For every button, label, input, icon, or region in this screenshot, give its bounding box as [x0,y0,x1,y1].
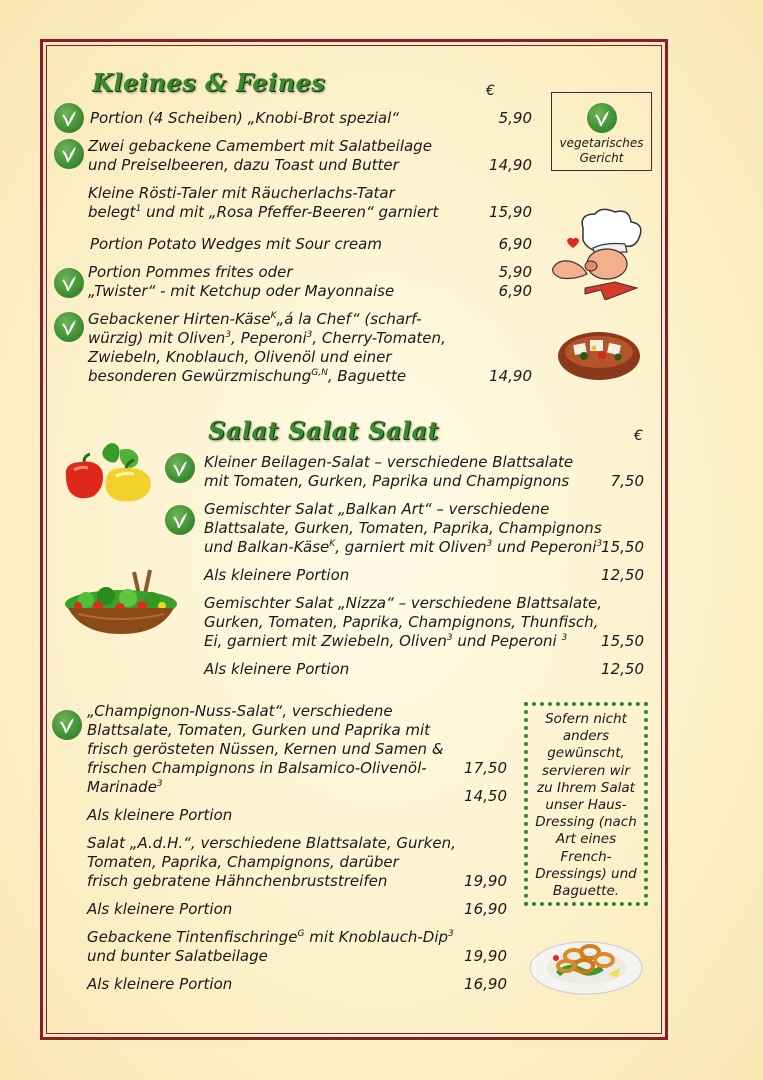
menu-item-description: Portion Pommes frites oder [88,263,293,281]
menu-item-description: „Champignon-Nuss-Salat“, verschiedene [87,702,393,720]
leaf-icon [54,268,84,298]
menu-item-price: 16,90 [464,975,507,993]
menu-item-price: 12,50 [601,566,644,584]
salad-bowl-image [62,568,180,638]
menu-item-price: 5,90 [498,109,532,127]
leaf-icon [165,453,195,483]
tapas-dish-image [556,328,642,386]
currency-label: € [486,83,495,99]
menu-item-description: Gebackener Hirten-Käse$^K$„á la Chef“ (scharf- [88,310,422,328]
peppers-image [62,440,158,506]
leaf-icon [165,505,195,535]
leaf-icon [54,312,84,342]
menu-item-price: 12,50 [601,660,644,678]
menu-item-description: und bunter Salatbeilage [87,947,268,965]
menu-item-description: „Twister“ - mit Ketchup oder Mayonnaise [88,282,395,300]
menu-item-description: Tomaten, Paprika, Champignons, darüber [87,853,399,871]
vegetarian-legend-label: vegetarisches Gericht [559,136,644,165]
menu-item-description: und Balkan-Käse$^K$, garniert mit Oliven$^3$ und Peperoni$^3$ [204,538,603,556]
menu-item-description: Gurken, Tomaten, Paprika, Champignons, Thunfisch, [204,613,599,631]
menu-item-description: und Preiselbeeren, dazu Toast und Butter [88,156,399,174]
menu-item-description: Portion (4 Scheiben) „Knobi-Brot spezial“ [90,109,400,127]
menu-item-description: Als kleinere Portion [87,900,233,918]
menu-item-price: 15,90 [489,203,532,221]
menu-item-description: Zwei gebackene Camembert mit Salatbeilage [88,137,432,155]
menu-item-description: Zwiebeln, Knoblauch, Olivenöl und einer [88,348,392,366]
dressing-note: Sofern nicht anders gewünscht, servieren wir zu Ihrem Salat unser Haus- Dressing (nach Art eines French- Dressings) und Baguette. [524,702,648,906]
menu-item-description: Gemischter Salat „Nizza“ – verschiedene Blattsalate, [204,594,603,612]
section-title-salat: Salat Salat Salat [208,416,440,445]
chef-illustration [545,208,657,300]
leaf-icon [54,139,84,169]
menu-item-description: frischen Champignons in Balsamico-Olivenöl- [87,759,427,777]
menu-item-price: 16,90 [464,900,507,918]
menu-item-price: 14,90 [489,156,532,174]
menu-item-description: Blattsalate, Gurken, Tomaten, Paprika, Champignons [204,519,602,537]
menu-item-description: Portion Potato Wedges mit Sour cream [90,235,382,253]
menu-item-description: Als kleinere Portion [87,806,233,824]
leaf-icon [52,710,82,740]
menu-item-description: Salat „A.d.H.“, verschiedene Blattsalate, Gurken, [87,834,456,852]
menu-item-description: Gemischter Salat „Balkan Art“ – verschiedene [204,500,550,518]
calamari-plate-image [528,934,644,996]
menu-item-description: frisch gerösteten Nüssen, Kernen und Samen & [87,740,444,758]
menu-item-description: würzig) mit Oliven$^3$, Peperoni$^3$, Cherry-Tomaten, [88,329,446,347]
menu-item-price: 19,90 [464,947,507,965]
menu-item-price: 15,50 [601,538,644,556]
currency-label: € [634,428,643,444]
leaf-icon [54,103,84,133]
menu-item-price: 19,90 [464,872,507,890]
menu-item-price: 15,50 [601,632,644,650]
leaf-icon [587,103,617,133]
menu-item-price: 17,50 [464,759,507,777]
menu-item-description: Kleiner Beilagen-Salat – verschiedene Blattsalate [204,453,574,471]
menu-item-price: 6,90 [498,235,532,253]
menu-item-description: belegt$^1$ und mit „Rosa Pfeffer-Beeren“ garniert [88,203,439,221]
menu-item-description: besonderen Gewürzmischung$^{G,N}$, Baguette [88,367,407,385]
menu-item-description: Kleine Rösti-Taler mit Räucherlachs-Tatar [88,184,395,202]
menu-item-description: frisch gebratene Hähnchenbruststreifen [87,872,388,890]
section-title-kleines: Kleines & Feines [92,68,326,97]
menu-item-description: Ei, garniert mit Zwiebeln, Oliven$^3$ und Peperoni $^3$ [204,632,568,650]
menu-item-description: Blattsalate, Tomaten, Gurken und Paprika mit [87,721,431,739]
menu-item-price: 7,50 [610,472,644,490]
menu-item-description: Marinade$^3$ [87,778,163,796]
menu-item-description: Als kleinere Portion [204,566,350,584]
menu-item-price: 5,90 [498,263,532,281]
menu-item-description: Gebackene Tintenfischringe$^G$ mit Knoblauch-Dip$^3$ [87,928,454,946]
menu-item-price: 6,90 [498,282,532,300]
menu-item-description: mit Tomaten, Gurken, Paprika und Champignons [204,472,570,490]
vegetarian-legend [551,92,652,171]
menu-item-description: Als kleinere Portion [87,975,233,993]
menu-item-price: 14,50 [464,787,507,805]
menu-item-price: 14,90 [489,367,532,385]
menu-item-description: Als kleinere Portion [204,660,350,678]
